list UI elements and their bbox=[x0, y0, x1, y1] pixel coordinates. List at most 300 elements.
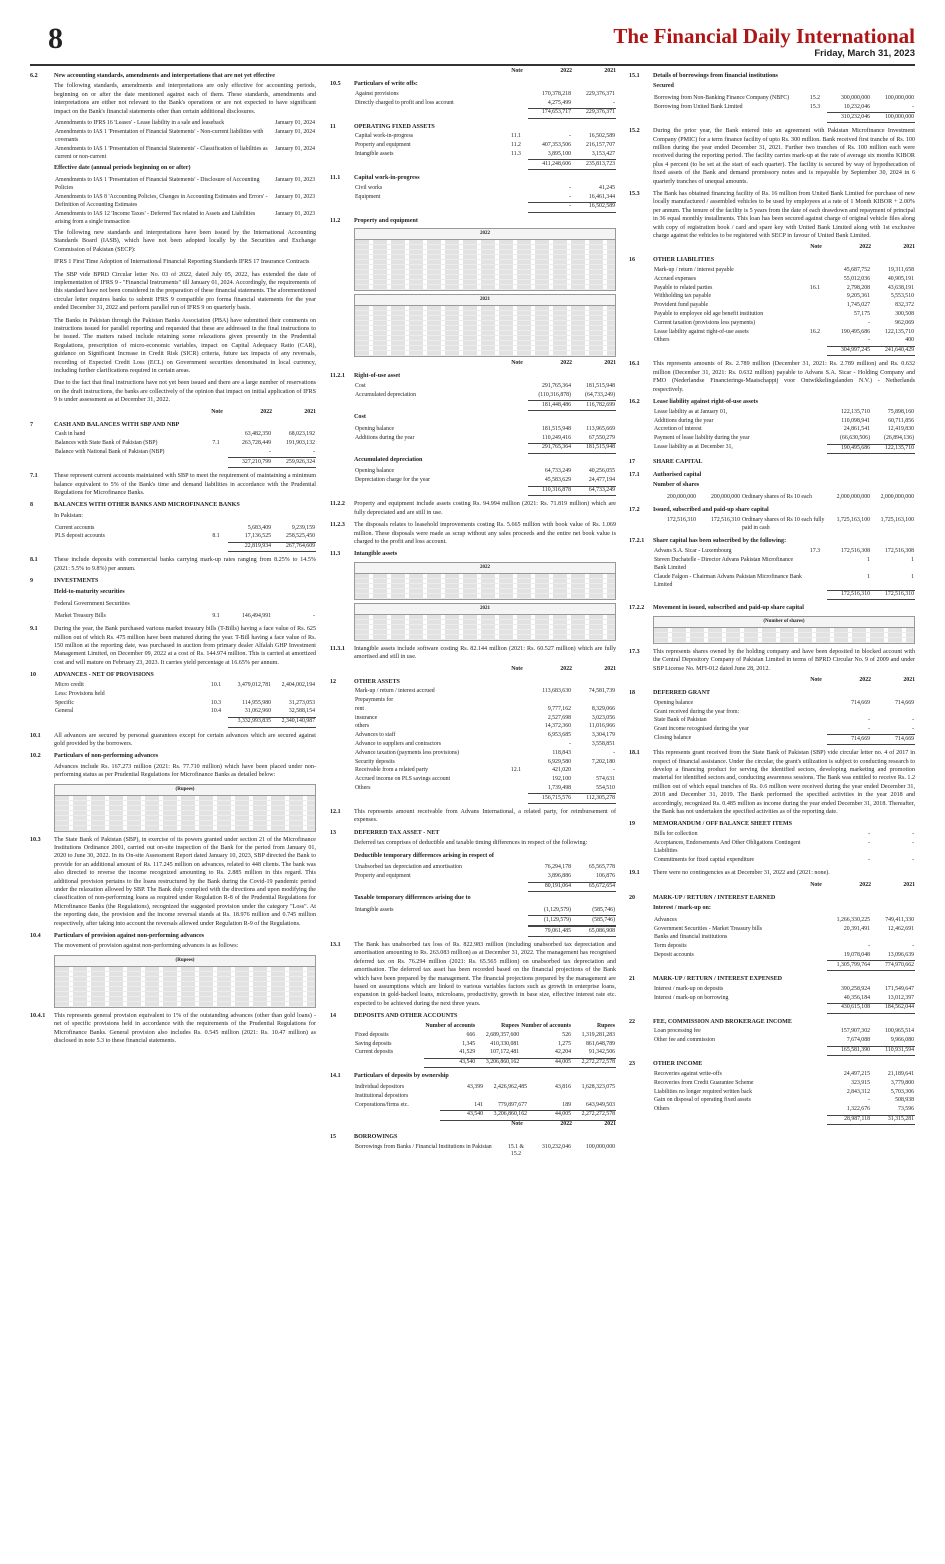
cell: - bbox=[613, 767, 615, 774]
effective-date: January 01, 2024 bbox=[275, 145, 315, 152]
section-title: CASH AND BALANCES WITH SBP AND NBP bbox=[54, 421, 180, 428]
row-label: insurance bbox=[355, 714, 378, 721]
schedule-row bbox=[355, 594, 615, 599]
row-label: Advances bbox=[654, 916, 677, 923]
section-number: 18.1 bbox=[629, 750, 640, 757]
cell bbox=[803, 276, 827, 285]
cell: 171,549,647 bbox=[885, 985, 914, 992]
year-2022: 2022 bbox=[560, 665, 572, 672]
row-label: Cost bbox=[355, 383, 366, 390]
year-2022: 2022 bbox=[560, 68, 572, 74]
section-number: 7.1 bbox=[30, 473, 38, 480]
total-label bbox=[354, 486, 504, 496]
cell: 6,953,685 bbox=[547, 732, 571, 739]
paragraph: This represents grant received from the State Bank of Pakistan (SBP) vide circular letter no. 4 of 2017 in respect of financial assistance. Under the circular, the grant's utilization is subject to conducting research to develop a financing product for serving the identified sectors, developing marketing and promotion material for identified sectors and, conducting awareness sessions. The Bank was entitled to receive Rs. 1.2 million out of which equal tranches of Rs. 0.6 million were received during the year ended December 31, 2018 and December 31, 2019. The Bank performed the specified activities in the year 2018 and accordingly, recognized Rs. 0.485 million as income during the year ended December 31, 2018. Thereafter, the Bank has not undertaken the specified activities as of the reporting date. bbox=[653, 750, 915, 816]
cell bbox=[803, 726, 827, 735]
financial-table bbox=[653, 916, 915, 971]
section-title: Particulars of non-performing advances bbox=[54, 753, 159, 760]
row-label: Gain on disposal of operating fixed assets bbox=[654, 1097, 751, 1104]
table-row bbox=[354, 776, 616, 785]
column-header: Rupees bbox=[501, 1023, 520, 1030]
cell: 1 bbox=[911, 573, 914, 580]
section-number: 16.2 bbox=[629, 399, 640, 406]
section-title: New accounting standards, amendments and interpretations that are not yet effective bbox=[54, 73, 275, 79]
table-row bbox=[354, 741, 616, 750]
section-c2-s141 bbox=[330, 1072, 616, 1120]
cell: 40,356,184 bbox=[843, 994, 870, 1001]
section-title: INVESTMENTS bbox=[54, 578, 99, 585]
cell: 146,494,991 bbox=[242, 612, 271, 619]
total-label bbox=[354, 1110, 440, 1120]
financial-table bbox=[54, 612, 316, 621]
note-label: Note bbox=[810, 244, 822, 251]
row-label: Mark-up / return / interest payable bbox=[654, 267, 734, 274]
cell: 3,896,886 bbox=[547, 873, 571, 880]
row-label: Banks and financial institutions bbox=[654, 934, 728, 941]
total-cell: 2,272,272,578 bbox=[572, 1058, 616, 1068]
section-c3-s151 bbox=[629, 72, 915, 123]
table-row bbox=[653, 328, 915, 337]
table-row bbox=[354, 1040, 616, 1049]
column-right bbox=[629, 68, 915, 1548]
row-label: Grant received during the year from: bbox=[654, 708, 740, 715]
section-c3-s152 bbox=[629, 127, 915, 186]
cell: 300,000,000 bbox=[841, 95, 870, 102]
cell bbox=[803, 113, 827, 123]
table-row bbox=[653, 1106, 915, 1115]
year-header bbox=[330, 1121, 616, 1129]
row-label: Lease liability as at January 01, bbox=[654, 408, 728, 415]
table-row bbox=[354, 383, 616, 392]
subheading: Cost bbox=[354, 413, 366, 420]
note-label: Note bbox=[810, 677, 822, 683]
paragraph: The Bank has obtained financing facility of Rs. 16 million from United Bank Limited for purchase of new locally manufactured / assembled vehicles to be used by employees at a rate of 1 Month KIBOR + 2.00% per annum. The tenure of the facility is 5 years from the date of each drawdown and repayment of principal in 36 equal monthly installments. This loan has been secured against charge of original vehicle files along with copy of registration book / card and spare key with United Bank Limited along with 1st exclusive charge against the vehicles to be registered with SECP in favour of United Bank Limited. bbox=[653, 190, 915, 239]
total-cell: 65,086,908 bbox=[572, 927, 616, 937]
cell: 1,725,163,100 bbox=[880, 517, 914, 524]
schedule-header: 2021 bbox=[355, 295, 615, 306]
cell: 172,516,310 bbox=[667, 517, 696, 524]
section-c3-s16 bbox=[629, 256, 915, 356]
row-label: Amendments to IAS 12 'Income Taxes' - Deferred Tax related to Assets and Liabilities arising from a single transaction bbox=[55, 210, 256, 225]
table-row bbox=[354, 864, 616, 873]
section-title: DEFERRED GRANT bbox=[653, 689, 711, 696]
cell: 43,638,191 bbox=[887, 284, 914, 291]
year-2022: 2022 bbox=[560, 360, 572, 367]
table-row bbox=[354, 391, 616, 400]
section-number: 13.1 bbox=[330, 941, 341, 948]
row-label: Grant income recognised during the year bbox=[654, 726, 749, 733]
cell: 714,669 bbox=[895, 699, 914, 706]
total-cell: 3,206,860,162 bbox=[476, 1058, 520, 1068]
table-row bbox=[653, 831, 915, 840]
total-row bbox=[354, 108, 616, 118]
cell bbox=[803, 856, 827, 865]
cell bbox=[504, 907, 528, 916]
cell bbox=[504, 784, 528, 793]
year-2021: 2021 bbox=[604, 360, 616, 367]
section-number: 17.3 bbox=[629, 648, 640, 655]
cell bbox=[504, 391, 528, 400]
section-number: 15.1 bbox=[629, 73, 640, 79]
cell bbox=[803, 1080, 827, 1089]
row-label: Steven Duchatelle - Director Advans Pakistan Microfinance Bank Limited bbox=[654, 557, 794, 571]
deposits-table bbox=[354, 1023, 616, 1069]
section-c3-s173 bbox=[629, 648, 915, 673]
row-label: Amendments to IFRS 16 'Leases' - Lease liability in a sale and leaseback bbox=[55, 120, 225, 127]
total-row bbox=[354, 1110, 616, 1120]
section-title: DEPOSITS AND OTHER ACCOUNTS bbox=[354, 1013, 458, 1020]
total-row bbox=[653, 1046, 915, 1056]
financial-table bbox=[653, 985, 915, 1013]
cell: 15.3 bbox=[809, 103, 821, 110]
financial-table bbox=[354, 185, 616, 213]
cell: 31,062,960 bbox=[244, 708, 271, 715]
cell bbox=[803, 840, 827, 857]
row-label: Interest / mark-up on borrowing bbox=[654, 994, 729, 1001]
section-c1-s102 bbox=[30, 752, 316, 831]
paragraph: This represents amounts of Rs. 2.789 million (December 31, 2021: Rs. 2.789 million) and Rs. 0.632 million (December 31, 2021: Rs. 0.632 million) payable to Advans S.A. Sicar - Holding Company and FMO (Nederlandse Financierings-Maatschappij voor Ontwikkelingslanden N.V.) - Netherlands respectively. bbox=[653, 361, 915, 393]
row-label bbox=[354, 1023, 424, 1032]
cell bbox=[803, 831, 827, 840]
table-row bbox=[54, 699, 316, 708]
section-number: 19 bbox=[629, 821, 636, 828]
cell bbox=[803, 708, 827, 717]
schedule-table bbox=[354, 603, 616, 641]
cell: 2,527,698 bbox=[547, 714, 571, 721]
total-label bbox=[354, 794, 504, 804]
section-c3-s23 bbox=[629, 1060, 915, 1125]
paragraph: The Banks in Pakistan through the Pakistan Banks Association (PBA) have submitted their comments on instructions issued for parallel reporting and requested that these are addressed in the final instructions to be issued. The matters raised include retaining some relaxations given presently in the Prudential Regulations, prescription of micro-economic variables, impact on Capital Adequacy Ratio (CAR), guidance on Significant Increase in Credit Risk (SICR) criteria, future tax impacts of any reversals, recording of Expected Credit Loss (ECL) on Government securities denominated in local currency, including further clarifications required in certain areas. bbox=[54, 317, 316, 375]
cell: 3,558,851 bbox=[591, 740, 615, 747]
row-label: Borrowing from Non-Banking Finance Company (NBFC) bbox=[654, 95, 790, 102]
cell: 192,100 bbox=[552, 776, 571, 783]
total-label bbox=[653, 1046, 803, 1056]
dateline: Friday, March 31, 2023 bbox=[814, 48, 915, 59]
cell bbox=[204, 449, 228, 458]
total-label bbox=[653, 113, 803, 123]
cell bbox=[504, 468, 528, 477]
cell bbox=[803, 346, 827, 356]
paragraph: This represents general provision equivalent to 1% of the outstanding advances (other than gold loans) - net of specific provisions held in accordance with the requirements of the Prudential Regulations for Microfinance Banks. General provision also includes Rs. 0.545 million (2021: Rs. 10.47 million) as disclosed in note 5.3 to these financial statements. bbox=[54, 1012, 316, 1045]
cell: 1,628,323,075 bbox=[581, 1084, 615, 1091]
cell: 1 bbox=[911, 557, 914, 563]
table-row bbox=[653, 1088, 915, 1097]
table-row bbox=[354, 1101, 616, 1110]
section-title: FEE, COMMISSION AND BROKERAGE INCOME bbox=[653, 1018, 792, 1025]
year-2022: 2022 bbox=[560, 1120, 572, 1127]
paragraph: Deferred tax comprises of deductible and taxable timing differences in respect of the following: bbox=[354, 840, 588, 847]
cell: 200,000,000 bbox=[711, 493, 740, 500]
table-row bbox=[354, 907, 616, 916]
section-title: Movement in issued, subscribed and paid-up share capital bbox=[653, 605, 804, 612]
cell bbox=[803, 444, 827, 454]
row-label: Recoveries from Credit Guarantee Scheme bbox=[654, 1079, 754, 1086]
row-label: Current deposits bbox=[355, 1049, 394, 1056]
total-cell: 16,502,589 bbox=[572, 203, 616, 213]
schedule-row bbox=[55, 826, 315, 831]
table-row bbox=[54, 533, 316, 542]
row-label: Borrowings from Banks / Financial Institutions in Pakistan bbox=[355, 1143, 492, 1150]
section-title: Details of borrowings from financial institutions bbox=[653, 73, 778, 79]
section-title: Capital work-in-progress bbox=[354, 175, 420, 182]
section-c3-s161 bbox=[629, 360, 915, 394]
row-label: Amendments to IAS 1 'Presentation of Financial Statements' - Classification of liabilities as current or non-current bbox=[55, 145, 268, 160]
financial-table bbox=[54, 524, 316, 552]
row-label: Withholding tax payable bbox=[654, 293, 712, 300]
cell: 3,023,056 bbox=[591, 714, 615, 721]
cell: 190,495,686 bbox=[841, 328, 870, 335]
table-row bbox=[653, 856, 915, 865]
table-row bbox=[354, 151, 616, 160]
cell: 15.1 & 15.2 bbox=[507, 1143, 525, 1158]
paragraph: The Bank has unabsorbed tax loss of Rs. 822.983 million (including unabsorbed tax depreciation and amortisation amounting to Rs. 263.083 million) as at December 31, 2022. The management has recognised deferred tax on Rs. 76.294 million (2021: Rs. 65.565 million) on unabsorbed tax depreciation and amortisation. The deferred tax asset has been recorded based on the financial projections of the Bank which have been prepared by the management. The financial projections prepared by the management are based on assumptions which are linked to various variables factors such as growth in enterprise loans, expansion in gold-backed loans, microloans, productivity, growth in base size, effective interest rate etc. expected to be achieved during the next three years. bbox=[354, 941, 616, 1007]
section-c1-s101 bbox=[30, 732, 316, 749]
cell bbox=[504, 160, 528, 170]
section-title: SHARE CAPITAL bbox=[653, 459, 703, 466]
schedule-table bbox=[54, 784, 316, 832]
section-number: 9 bbox=[30, 578, 34, 585]
cell bbox=[803, 1097, 827, 1106]
paragraph: Due to the fact that final instructions have not yet been issued and there are a large number of reservations on the draft instructions, the banks are collectively of the opinion that impact on initial application of IFRS 9 is under assessment as at December 31, 2022. bbox=[54, 380, 316, 404]
total-cell: 80,191,064 bbox=[528, 882, 572, 892]
effective-date: January 01, 2023 bbox=[275, 177, 315, 184]
cell: - bbox=[313, 448, 315, 455]
row-label: Balance with National Bank of Pakistan (NBP) bbox=[55, 448, 165, 455]
section-number: 18 bbox=[629, 689, 636, 696]
total-row bbox=[354, 486, 616, 496]
section-title: Authorised capital bbox=[653, 471, 702, 478]
row-label: PLS deposit accounts bbox=[55, 533, 105, 540]
total-cell: 310,232,046 bbox=[827, 113, 871, 123]
cell: 2,689,357,600 bbox=[485, 1031, 520, 1038]
schedule-row bbox=[355, 351, 615, 356]
year-header bbox=[30, 409, 316, 417]
column-header: Rupees bbox=[596, 1023, 615, 1030]
cell: 421,020 bbox=[552, 767, 571, 774]
financial-table bbox=[354, 907, 616, 927]
cell bbox=[204, 524, 228, 533]
cell: - bbox=[868, 717, 870, 724]
total-label bbox=[653, 961, 803, 971]
cell bbox=[484, 1092, 528, 1101]
cell: - bbox=[269, 448, 271, 455]
row-label: Payable to employee old age benefit institution bbox=[654, 311, 764, 317]
row-label: Liabilities no longer required written back bbox=[654, 1088, 753, 1095]
row-label: Payment of lease liability during the year bbox=[654, 435, 750, 442]
row-label: State Bank of Pakistan bbox=[654, 717, 707, 724]
cell: 63,482,350 bbox=[244, 431, 271, 438]
cell: 91,342,506 bbox=[588, 1049, 615, 1056]
section-number: 11 bbox=[330, 123, 336, 130]
cell: - bbox=[868, 337, 870, 344]
financial-table bbox=[354, 468, 616, 496]
table-row bbox=[653, 417, 915, 426]
row-label: Receivable from a related party bbox=[355, 767, 429, 774]
row-label: Mark-up / return / interest accrued bbox=[355, 688, 435, 695]
paragraph: The disposals relates to leasehold improvements costing Rs. 5.665 million with book value of Rs. 1.069 million. These disposals were made as scrap without any sales proceeds and the entire net book value is charged to the profit and loss account. bbox=[354, 522, 616, 545]
row-label: Depreciation charge for the year bbox=[355, 477, 430, 484]
cell bbox=[803, 1088, 827, 1097]
row-label: Current accounts bbox=[55, 524, 95, 531]
cell: 40,905,191 bbox=[887, 275, 914, 282]
section-number: 17.2.2 bbox=[629, 605, 645, 612]
total-label bbox=[354, 1058, 424, 1068]
schedule-header: 2021 bbox=[355, 604, 615, 615]
cell: 24,861,541 bbox=[843, 426, 870, 433]
cell: - bbox=[912, 726, 914, 733]
section-number: 11.2.1 bbox=[330, 373, 345, 380]
table-row bbox=[653, 319, 915, 328]
row-label: Micro credit bbox=[55, 682, 84, 689]
cell: 16.1 bbox=[809, 284, 821, 291]
total-cell: 172,516,310 bbox=[827, 590, 871, 600]
table-row bbox=[354, 1143, 616, 1160]
subheading: Secured bbox=[653, 83, 674, 90]
row-label: Accrued expenses bbox=[654, 275, 697, 282]
section-number: 11.2.2 bbox=[330, 501, 345, 508]
section-number: 9.1 bbox=[30, 626, 38, 633]
cell bbox=[204, 542, 228, 552]
total-label bbox=[54, 458, 204, 468]
cell: 172,516,308 bbox=[841, 548, 870, 555]
cell bbox=[504, 794, 528, 804]
paragraph: These represent current accounts maintained with SBP to meet the requirement of maintaining a minimum balance equivalent to 5% of the Bank's time and demand liabilities in accordance with the Prudential Regulations for Microfinance Banks. bbox=[54, 473, 316, 496]
section-c3-s1721 bbox=[629, 537, 915, 600]
table-row bbox=[653, 302, 915, 311]
section-number: 12 bbox=[330, 678, 337, 685]
cell: 13,012,397 bbox=[887, 994, 914, 1001]
cell: 9,966,080 bbox=[890, 1037, 914, 1044]
section-c2-s112 bbox=[330, 217, 616, 357]
table-row bbox=[653, 916, 915, 925]
section-number: 22 bbox=[629, 1018, 636, 1025]
cell bbox=[803, 302, 827, 311]
table-row bbox=[354, 697, 616, 706]
cell: (585,746) bbox=[592, 907, 615, 914]
row-label: Borrowing from United Bank Limited bbox=[654, 103, 743, 110]
row-label: Provident fund payable bbox=[654, 302, 709, 309]
section-number: 10.4.1 bbox=[30, 1012, 46, 1019]
cell: 42,204 bbox=[555, 1049, 571, 1056]
row-label: Specific bbox=[55, 699, 74, 706]
cell: 962,069 bbox=[895, 319, 914, 326]
cell: 10,232,046 bbox=[843, 103, 870, 110]
cell: - bbox=[569, 133, 571, 140]
section-title: OTHER ASSETS bbox=[354, 678, 400, 685]
table-row bbox=[653, 494, 915, 503]
table-row bbox=[54, 690, 316, 699]
cell bbox=[827, 708, 871, 717]
cell: 1,319,281,283 bbox=[581, 1031, 615, 1038]
total-cell: 43,540 bbox=[440, 1110, 484, 1120]
total-cell: 259,926,324 bbox=[272, 458, 316, 468]
schedule-header: (Rupees) bbox=[55, 956, 315, 967]
cell: 9,239,159 bbox=[291, 524, 315, 531]
cell: 181,515,948 bbox=[586, 383, 615, 390]
cell bbox=[504, 108, 528, 118]
cell: 3,304,179 bbox=[591, 732, 615, 739]
table-row bbox=[653, 337, 915, 346]
financial-table bbox=[354, 864, 616, 892]
cell: 113,965,669 bbox=[586, 425, 615, 432]
financial-table bbox=[54, 431, 316, 468]
schedule-row bbox=[355, 635, 615, 640]
cell bbox=[803, 925, 827, 934]
section-c1-s7 bbox=[30, 421, 316, 468]
cell bbox=[803, 417, 827, 426]
total-cell: 156,715,576 bbox=[528, 794, 572, 804]
cell bbox=[504, 916, 528, 926]
total-cell: 181,448,486 bbox=[528, 401, 572, 411]
cell: 3,479,012,781 bbox=[237, 682, 271, 689]
cell: 24,477,194 bbox=[588, 477, 615, 484]
cell: 508,938 bbox=[895, 1097, 914, 1104]
total-cell: 172,516,310 bbox=[871, 590, 915, 600]
section-number: 15.2 bbox=[629, 128, 640, 135]
row-label: Market Treasury Bills bbox=[55, 612, 106, 619]
total-cell: 110,316,878 bbox=[528, 486, 572, 496]
cell bbox=[504, 723, 528, 732]
year-2021: 2021 bbox=[903, 881, 915, 888]
table-row bbox=[653, 1097, 915, 1106]
row-label: Less: Provisions held bbox=[55, 690, 105, 697]
note-label: Note bbox=[511, 68, 523, 74]
table-row bbox=[653, 548, 915, 557]
table-row bbox=[653, 717, 915, 726]
table-row bbox=[354, 468, 616, 477]
table-row bbox=[653, 951, 915, 960]
cell bbox=[803, 557, 827, 574]
paragraph: The State Bank of Pakistan (SBP), in exercise of its powers granted under section 21 of the Microfinance Institutions Ordinance 2001, carried out on-site inspection of the Bank for the period from January 01, 2020 to June 30, 2022. In its On-site Assessment Report dated January 10, 2023, SBP directed the Bank to provide for an additional amount of Rs. 117.245 million on advances, related to 448 clients. The bank was also directed to reverse the income recognized amounting to Rs. 2.885 million in this regard. This additional provision pertains to the loans restructured by the Bank during the Covid-19 pandemic period under the relaxation allowed by SBP. The Bank duly complied with the directions and upon modifying the classification of non-performing loans as required under Regulation R-8 of the Prudential Regulations for Microfinance Banks (the Regulations), recognized the suggested provision under the category "Loss". At the reporting date, the provision and the income reversal stands at Rs. 18.976 million and 0.745 million respectively, after taking into account the reversals allowed under Regulation R-9 of the Regulations. bbox=[54, 836, 316, 927]
cell: 2,404,002,194 bbox=[281, 682, 315, 689]
table-row bbox=[354, 90, 616, 99]
total-cell: 3,206,860,162 bbox=[484, 1110, 528, 1120]
cell bbox=[803, 943, 827, 952]
total-cell: 174,653,717 bbox=[528, 108, 572, 118]
subheading: In Pakistan: bbox=[54, 512, 83, 519]
table-row bbox=[54, 193, 316, 210]
row-label: Interest / mark-up on deposits bbox=[654, 985, 724, 992]
cell: 10.1 bbox=[210, 682, 222, 689]
cell bbox=[803, 735, 827, 745]
section-number: 16 bbox=[629, 257, 636, 264]
cell: 7,674,088 bbox=[846, 1037, 870, 1044]
table-row bbox=[54, 210, 316, 227]
cell: 64,733,249 bbox=[544, 468, 571, 475]
section-title: Particulars of provision against non-performing advances bbox=[54, 933, 205, 940]
note-label: Note bbox=[810, 881, 822, 888]
cell: 1,725,163,100 bbox=[836, 517, 870, 524]
cell: 21,189,641 bbox=[887, 1071, 914, 1078]
row-label: Accumulated depreciation bbox=[355, 391, 417, 398]
table-row bbox=[354, 133, 616, 142]
total-label bbox=[354, 443, 504, 453]
cell: 861,648,789 bbox=[586, 1040, 615, 1047]
cell: 110,249,416 bbox=[542, 434, 571, 441]
row-label: Fixed deposits bbox=[355, 1031, 389, 1038]
cell: - bbox=[868, 831, 870, 838]
table-row bbox=[653, 284, 915, 293]
total-label bbox=[354, 203, 504, 213]
section-number: 10.3 bbox=[30, 836, 41, 843]
cell bbox=[803, 337, 827, 346]
section-c3-s153 bbox=[629, 190, 915, 240]
cell: 263,728,449 bbox=[242, 440, 271, 447]
paragraph: These include deposits with commercial banks carrying mark-up rates ranging from 8.25% to 14.5% (2021: 5.5% to 9.8%) per annum. bbox=[54, 557, 316, 572]
cell: 666 bbox=[466, 1031, 476, 1038]
page-header bbox=[30, 18, 915, 60]
total-row bbox=[354, 794, 616, 804]
